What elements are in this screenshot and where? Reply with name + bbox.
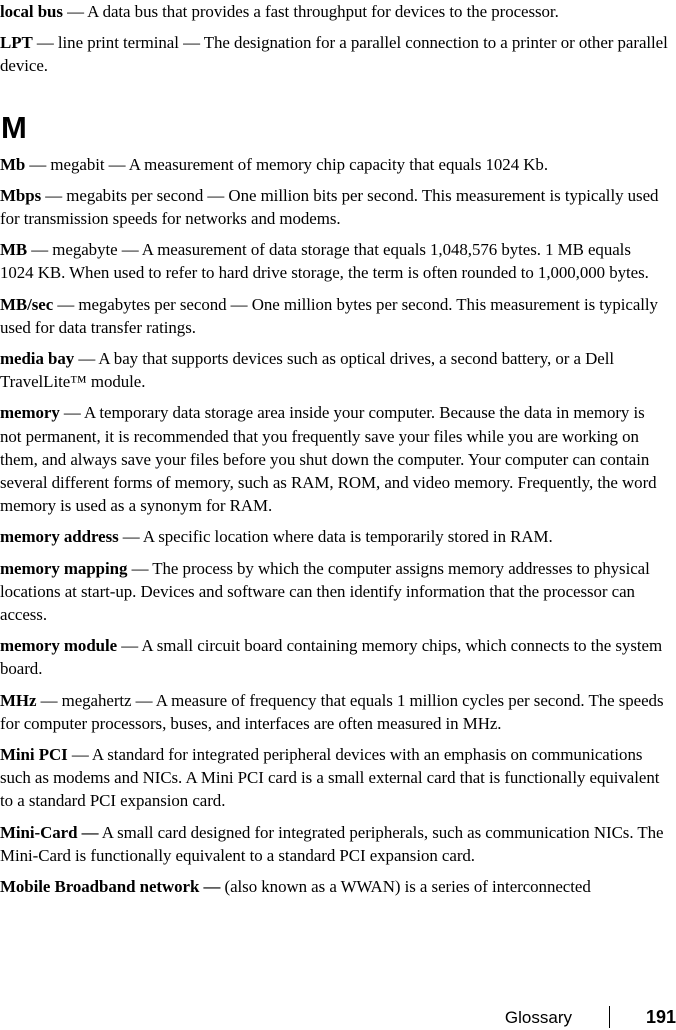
glossary-definition: — The process by which the computer assigns memory addresses to physical locations at start-up. Devices and software can then identify information that the processor can access. [0,558,650,625]
glossary-entry [0,153,668,176]
glossary-definition: — megabit — A measurement of memory chip capacity that equals 1024 Kb. [25,154,548,174]
section-letter-heading: M [1,109,27,145]
glossary-entry [0,293,668,339]
glossary-definition: — A standard for integrated peripheral devices with an emphasis on communications such as modems and NICs. A Mini PCI card is a small external card that is functionally equivalent to a standard PCI expansion card. [0,745,660,811]
glossary-definition: — A specific location where data is temporarily stored in RAM. [118,527,553,547]
glossary-definition: — megahertz — A measure of frequency that equals 1 million cycles per second. The speeds for computer processors, buses, and interfaces are often measured in MHz. [0,690,664,733]
glossary-definition: — megabits per second — One million bits per second. This measurement is typically used for transmission speeds for networks and modems. [0,185,659,229]
glossary-definition: — A temporary data storage area inside your computer. Because the data in memory is not permanent, it is recommended that you frequently save your files while you are working on them, and always save your files before you shut down the computer. Your computer can contain several different forms of memory, such as RAM, ROM, and video memory. Frequently, the word memory is used as a synonym for RAM. [0,403,657,516]
footer-section-label: Glossary [504,1008,572,1027]
glossary-term: media bay [0,349,75,369]
glossary-term: Mini-Card — [0,822,99,842]
glossary-entry [0,557,668,627]
glossary-term: Mbps [0,185,42,205]
glossary-entry [0,875,668,898]
glossary-entry [0,634,668,680]
glossary-entry [0,525,668,548]
page-number: 191 [645,1007,676,1027]
glossary-term: Mobile Broadband network — [0,877,221,897]
glossary-definition: — megabyte — A measurement of data storage that equals 1,048,576 bytes. 1 MB equals 1024 KB. When used to refer to hard drive storage, the term is often rounded to 1,000,000 bytes. [0,240,649,283]
glossary-term: MB [0,240,28,260]
glossary-term: memory address [0,527,119,547]
glossary-entry [0,238,668,284]
glossary-entry [0,821,668,867]
glossary-term: Mb [0,154,26,174]
glossary-term: MHz [0,690,37,710]
glossary-term: memory module [0,636,118,656]
glossary-term: memory [0,403,60,423]
glossary-term: Mini PCI [0,745,68,765]
page-footer [0,1006,676,1030]
glossary-term: LPT [0,33,33,53]
glossary-definition: — A data bus that provides a fast throughput for devices to the processor. [62,2,559,21]
glossary-definition: — megabytes per second — One million bytes per second. This measurement is typically used for data transfer ratings. [0,294,658,337]
glossary-definition: A small card designed for integrated peripherals, such as communication NICs. The Mini-Card is functionally equivalent to a standard PCI expansion card. [0,822,664,865]
glossary-entry [0,743,668,813]
footer-divider [609,1006,610,1028]
glossary-entry [0,0,668,23]
glossary-definition: — A small circuit board containing memory chips, which connects to the system board. [0,636,663,679]
glossary-term: MB/sec [0,294,54,314]
glossary-term: local bus [0,2,63,21]
glossary-definition: — line print terminal — The designation for a parallel connection to a printer or other parallel device. [0,33,668,76]
glossary-entry [0,689,668,735]
glossary-entry [0,401,668,517]
glossary-entry [0,31,668,77]
m-entries-section [0,153,668,899]
glossary-definition: (also known as a WWAN) is a series of interconnected [220,877,591,897]
glossary-definition: — A bay that supports devices such as optical drives, a second battery, or a Dell TravelLite™ module. [0,349,615,392]
glossary-entry [0,347,668,393]
glossary-term: memory mapping [0,558,128,578]
glossary-entry [0,184,668,230]
entries-before-section [0,0,668,78]
